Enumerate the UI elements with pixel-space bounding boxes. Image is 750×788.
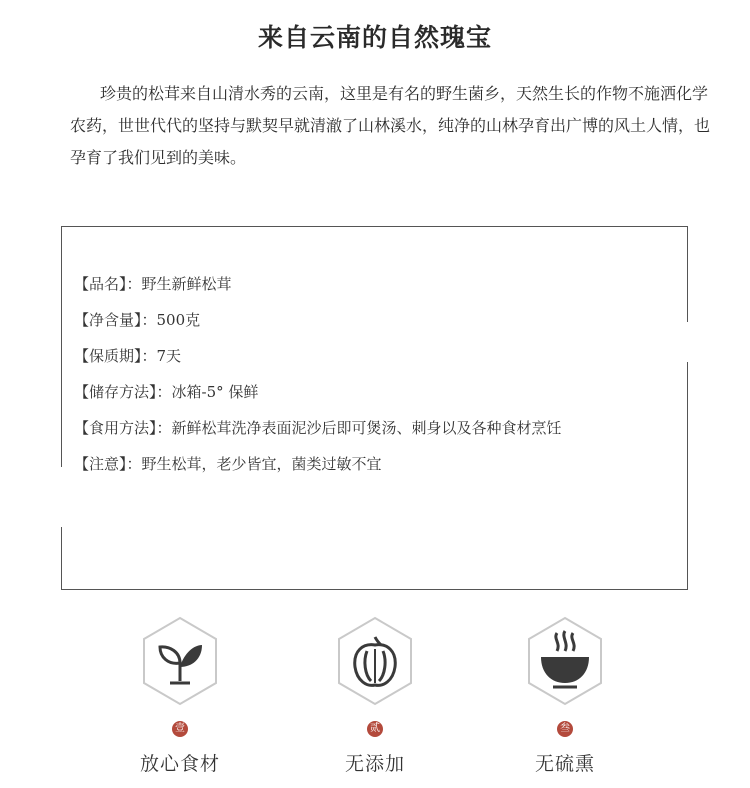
product-info-box xyxy=(61,226,688,590)
page-title: 来自云南的自然瑰宝 xyxy=(257,23,492,52)
spec-net-weight: 【净含量】：500克 xyxy=(74,311,201,329)
feature-label-no-additives: 无添加 xyxy=(344,753,405,775)
spec-notice: 【注意】：野生松茸，老少皆宜，菌类过敏不宜 xyxy=(74,455,382,473)
feature-row xyxy=(0,615,750,785)
feature-no-additives xyxy=(295,615,455,776)
feature-label-fresh: 放心食材 xyxy=(139,753,220,775)
badge-one: 壹 xyxy=(172,721,188,737)
spec-product-name: 【品名】：野生新鲜松茸 xyxy=(74,275,232,293)
feature-label-no-sulfur: 无硫熏 xyxy=(534,753,595,775)
steaming-bowl-icon xyxy=(525,615,605,707)
spec-storage: 【储存方法】：冰箱-5° 保鲜 xyxy=(74,383,259,401)
spec-usage: 【食用方法】：新鲜松茸洗净表面泥沙后即可煲汤、刺身以及各种食材烹饪 xyxy=(74,419,562,437)
spec-list xyxy=(74,269,562,485)
intro-paragraph: 珍贵的松茸来自山清水秀的云南，这里是有名的野生菌乡，天然生长的作物不施洒化学农药，世世代代的坚持与默契早就清澈了山林溪水，纯净的山林孕育出广博的风土人情，也孕育了我们见到的美味。 xyxy=(70,84,711,167)
leaf-icon xyxy=(140,615,220,707)
spec-shelf-life: 【保质期】：7天 xyxy=(74,347,182,365)
feature-fresh-ingredients xyxy=(100,615,260,776)
badge-three: 叁 xyxy=(557,721,573,737)
pepper-icon xyxy=(335,615,415,707)
badge-two: 贰 xyxy=(367,721,383,737)
feature-no-sulfur xyxy=(485,615,645,776)
